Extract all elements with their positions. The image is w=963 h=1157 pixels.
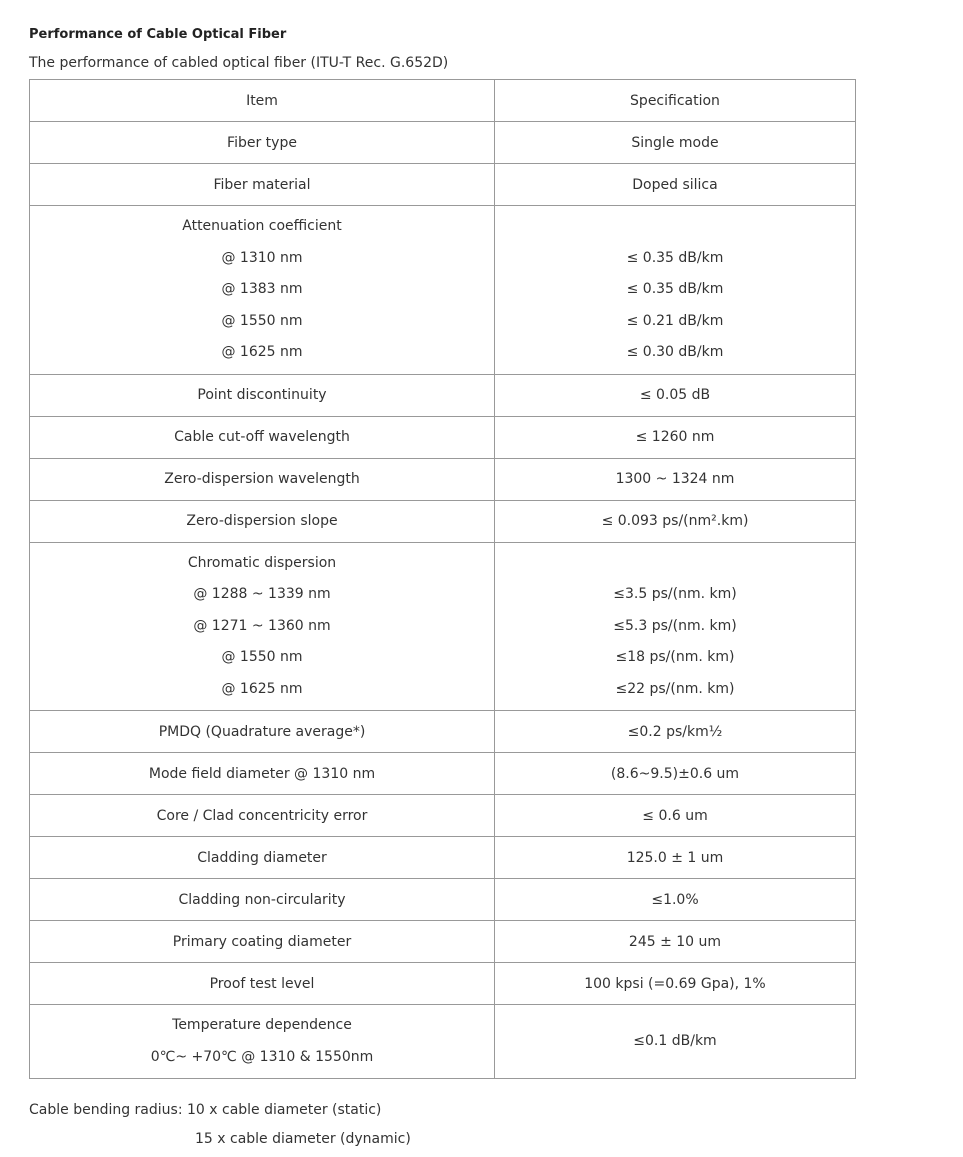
table-row	[30, 416, 856, 458]
cell-item: Core / Clad concentricity error	[30, 795, 495, 837]
table-row	[30, 122, 856, 164]
table-row	[30, 837, 856, 879]
table-row	[30, 753, 856, 795]
table-row	[30, 921, 856, 963]
cell-specification: (8.6~9.5)±0.6 um	[495, 753, 856, 795]
cell-specification: 125.0 ± 1 um	[495, 837, 856, 879]
table-row	[30, 795, 856, 837]
table-header-row	[30, 80, 856, 122]
cell-item: Cladding diameter	[30, 837, 495, 879]
table-row	[30, 458, 856, 500]
cell-specification	[495, 1005, 856, 1079]
item-line: @ 1625 nm	[221, 680, 303, 697]
spec-line: ≤3.5 ps/(nm. km)	[613, 586, 737, 602]
item-line: @ 1310 nm	[221, 249, 303, 266]
cell-specification: Single mode	[495, 122, 856, 164]
cell-item	[30, 206, 495, 375]
bending-radius-static: Cable bending radius: 10 x cable diameter (static)	[29, 1102, 382, 1118]
cell-item: Zero-dispersion wavelength	[30, 458, 495, 500]
cell-specification	[495, 542, 856, 711]
item-line: @ 1625 nm	[221, 344, 303, 360]
spec-line: ≤0.1 dB/km	[633, 1032, 717, 1049]
cell-specification: ≤0.2 ps/km½	[495, 711, 856, 753]
spec-line: ≤ 0.30 dB/km	[626, 344, 724, 360]
spec-line: ≤18 ps/(nm. km)	[615, 649, 735, 665]
spec-line: ≤ 0.35 dB/km	[626, 281, 724, 297]
table-row	[30, 711, 856, 753]
cell-item: Mode field diameter @ 1310 nm	[30, 753, 495, 795]
cell-specification: ≤ 0.093 ps/(nm².km)	[495, 500, 856, 542]
cell-specification: ≤ 0.05 dB	[495, 374, 856, 416]
item-line: Attenuation coefficient	[182, 218, 342, 234]
item-line: Chromatic dispersion	[187, 554, 337, 571]
spec-line: ≤ 0.21 dB/km	[626, 312, 724, 329]
table-row	[30, 206, 856, 375]
cell-specification: 100 kpsi (=0.69 Gpa), 1%	[495, 963, 856, 1005]
table-row	[30, 1005, 856, 1079]
item-line: @ 1383 nm	[221, 281, 303, 297]
cell-item: Fiber type	[30, 122, 495, 164]
section-heading: Performance of Cable Optical Fiber	[29, 27, 287, 42]
header-specification: Specification	[495, 80, 856, 122]
cell-item: Fiber material	[30, 164, 495, 206]
table-row	[30, 374, 856, 416]
table-row	[30, 500, 856, 542]
cell-item: Primary coating diameter	[30, 921, 495, 963]
table-row	[30, 879, 856, 921]
table-row	[30, 542, 856, 711]
cell-specification	[495, 206, 856, 375]
cell-specification: ≤ 0.6 um	[495, 795, 856, 837]
cell-item: Proof test level	[30, 963, 495, 1005]
item-line: @ 1550 nm	[221, 649, 303, 665]
spec-line: ≤5.3 ps/(nm. km)	[613, 617, 737, 634]
cell-item	[30, 542, 495, 711]
table-caption: The performance of cabled optical fiber (ITU-T Rec. G.652D)	[29, 55, 449, 71]
cell-specification: ≤1.0%	[495, 879, 856, 921]
cell-item: Cladding non-circularity	[30, 879, 495, 921]
item-line: @ 1271 ~ 1360 nm	[193, 617, 331, 634]
table-row	[30, 164, 856, 206]
spec-line: ≤ 0.35 dB/km	[626, 249, 724, 266]
specification-table	[29, 79, 856, 1079]
item-line: Temperature dependence	[172, 1017, 352, 1033]
spec-line: ≤22 ps/(nm. km)	[615, 680, 735, 697]
item-line: 0℃~ +70℃ @ 1310 & 1550nm	[150, 1048, 374, 1065]
cell-specification: 1300 ~ 1324 nm	[495, 458, 856, 500]
cell-item: Point discontinuity	[30, 374, 495, 416]
cell-specification: 245 ± 10 um	[495, 921, 856, 963]
table-row	[30, 963, 856, 1005]
cell-specification: Doped silica	[495, 164, 856, 206]
bending-radius-dynamic: 15 x cable diameter (dynamic)	[195, 1131, 411, 1147]
cell-item: Cable cut-off wavelength	[30, 416, 495, 458]
header-item: Item	[30, 80, 495, 122]
cell-item: PMDQ (Quadrature average*)	[30, 711, 495, 753]
cell-specification: ≤ 1260 nm	[495, 416, 856, 458]
cell-item	[30, 1005, 495, 1079]
item-line: @ 1288 ~ 1339 nm	[193, 586, 331, 602]
cell-item: Zero-dispersion slope	[30, 500, 495, 542]
item-line: @ 1550 nm	[221, 312, 303, 329]
